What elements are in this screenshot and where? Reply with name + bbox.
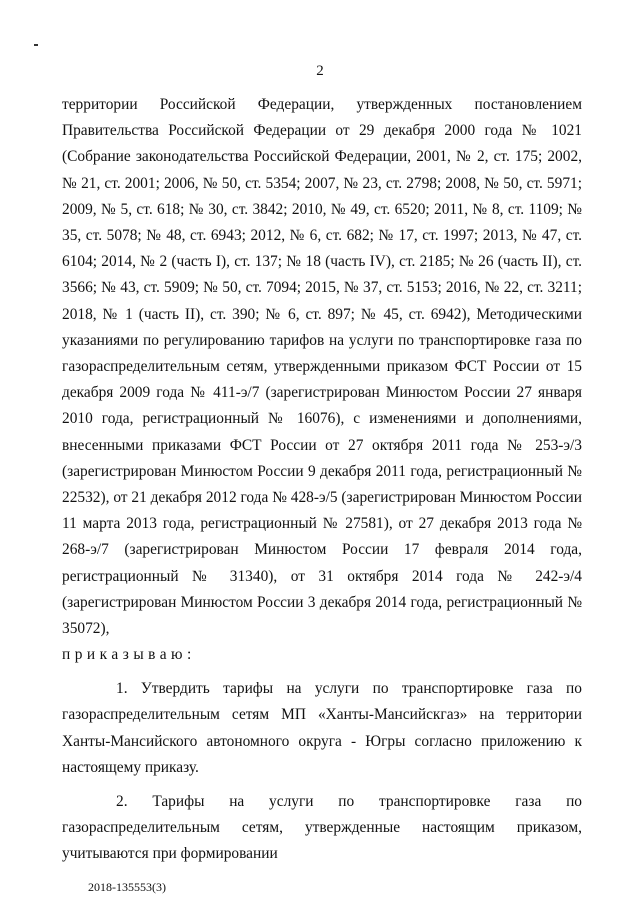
spacer [62, 781, 582, 789]
preamble-paragraph: территории Российской Федерации, утвержденных постановлением Правительства Российской Федерации от 29 декабря 2000 года № 1021 (Собрание законодательства Российской Федерации, 2001, № 2, ст. 175; 2002, № 21, ст. 2001; 2006, № 50, ст. 5354; 2007, № 23, ст. 2798; 2008, № 50, ст. 5971; 2009, № 5, ст. 618; № 30, ст. 3842; 2010, № 49, ст. 6520; 2011, № 8, ст. 1109; № 35, ст. 5078; № 48, ст. 6943; 2012, № 6, ст. 682; № 17, ст. 1997; 2013, № 47, ст. 6104; 2014, № 2 (часть I), ст. 137; № 18 (часть IV), ст. 2185; № 26 (часть II), ст. 3566; № 43, ст. 5909; № 50, ст. 7094; 2015, № 37, ст. 5153; 2016, № 22, ст. 3211; 2018, № 1 (часть II), ст. 390; № 6, ст. 897; № 45, ст. 6942), Методическими указаниями по регулированию тарифов на услуги по транспортировке газа по газораспределительным сетям, утвержденными приказом ФСТ России от 15 декабря 2009 года № 411-э/7 (зарегистрирован Минюстом России 27 января 2010 года, регистрационный № 16076), с изменениями и дополнениями, внесенными приказами ФСТ России от 27 октября 2011 года № 253-э/3 (зарегистрирован Минюстом России 9 декабря 2011 года, регистрационный № 22532), от 21 декабря 2012 года № 428-э/5 (зарегистрирован Минюстом России 11 марта 2013 года, регистрационный № 27581), от 27 декабря 2013 года № 268-э/7 (зарегистрирован Минюстом России 17 февраля 2014 года, регистрационный № 31340), от 31 октября 2014 года № 242-э/4 (зарегистрирован Минюстом России 3 декабря 2014 года, регистрационный № 35072), [62, 96, 582, 638]
document-code: 2018-135553(3) [88, 880, 166, 894]
scan-artifact-mark [34, 44, 38, 46]
page-number: 2 [316, 63, 324, 79]
spacer [62, 668, 582, 676]
order-item-1: 1. Утвердить тарифы на услуги по транспортировке газа по газораспределительным сетям МП «Ханты-Мансийскгаз» на территории Ханты-Мансийского автономного округа - Югры согласно приложению к настоящему приказу. [62, 680, 582, 776]
order-word: приказываю: [62, 646, 196, 664]
document-body [62, 92, 582, 868]
order-item-2: 2. Тарифы на услуги по транспортировке газа по газораспределительным сетям, утвержденные настоящим приказом, учитываются при формировании [62, 793, 582, 863]
